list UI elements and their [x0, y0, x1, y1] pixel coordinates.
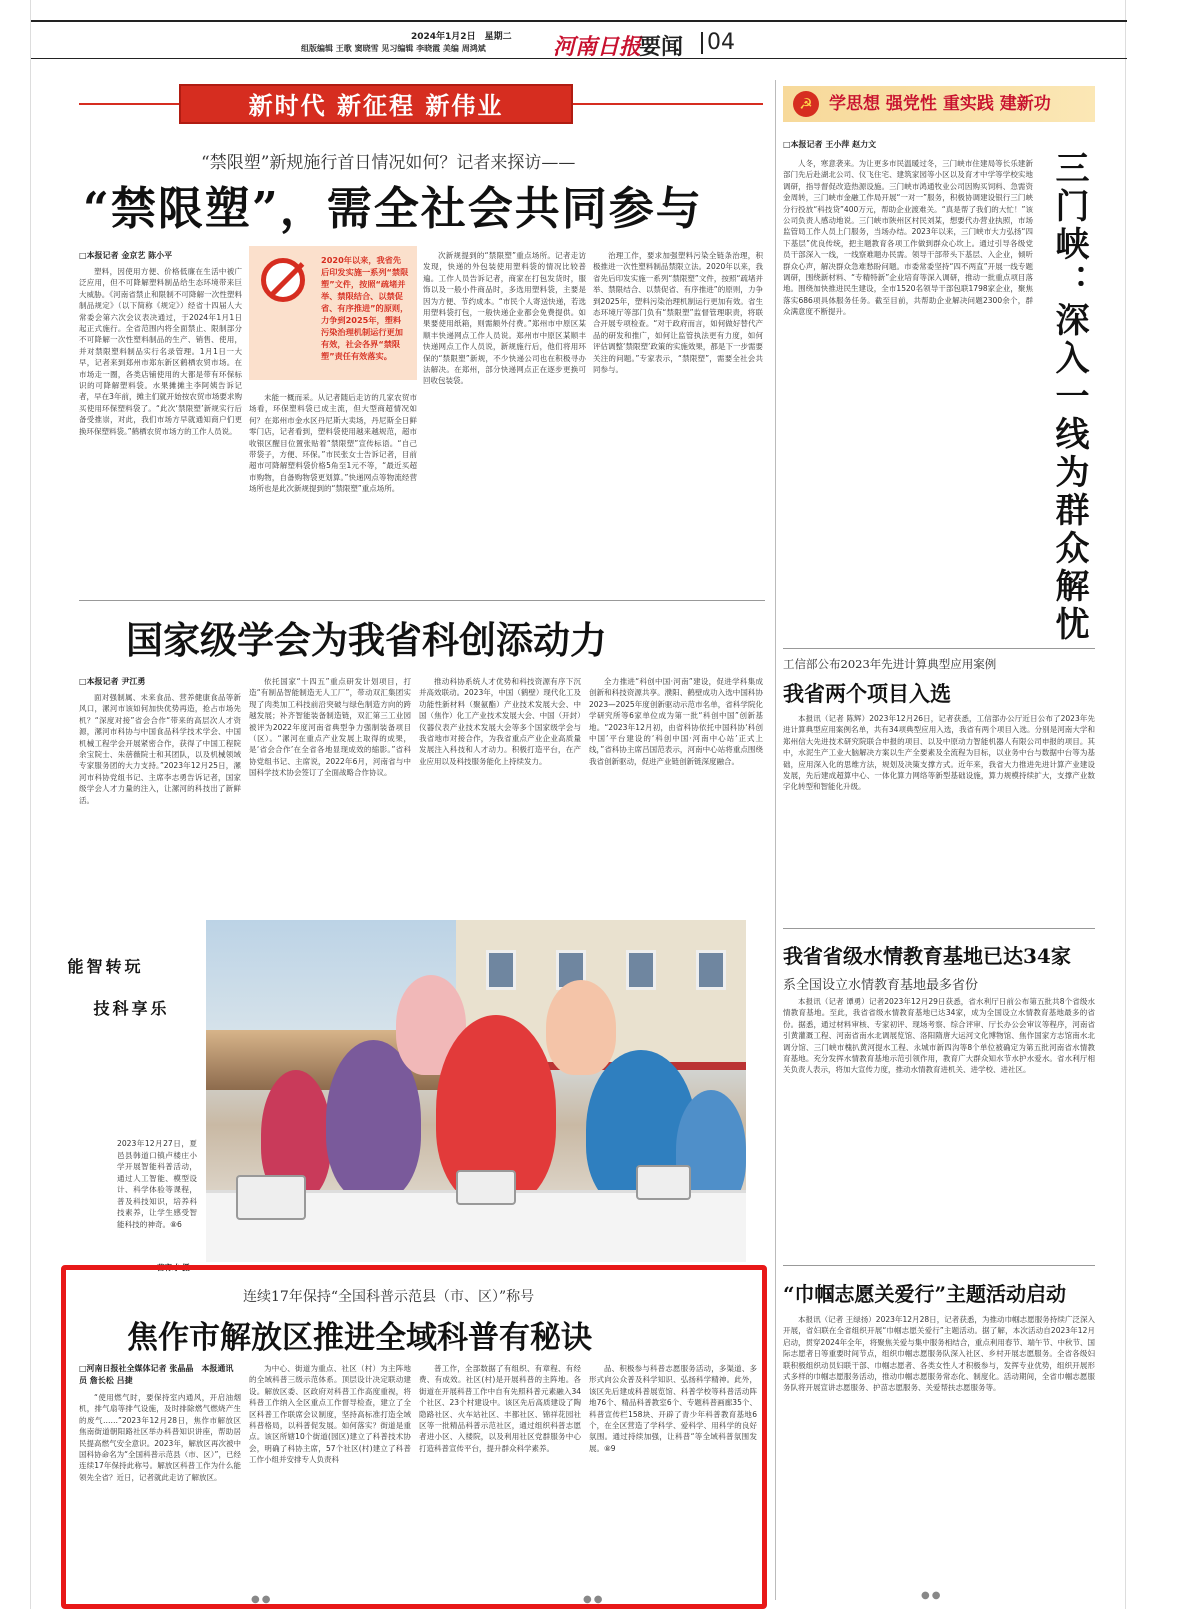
article2-byline: □本报记者 尹江勇: [79, 677, 146, 686]
callout-text: 2020年以来，我省先后印发实施一系列“禁限塑”文件，按照“疏堵并举、禁限结合、以禁促省、有序推进”的原则，力争到2025年，塑料污染治理机制运行更加有效，社会各界“禁限塑”责任有效落实。: [321, 255, 409, 361]
theme-banner: 新时代 新征程 新伟业: [179, 84, 573, 124]
right-bottom-headline: “巾帼志愿关爱行”主题活动启动: [783, 1282, 1067, 1306]
article1-col2: 未能一概而采。从记者随后走访的几家农贸市场看，环保塑料袋已成主流，但大型商超情况如何？在郑州市金水区丹尼斯大卖场，丹尼斯全日鲜零门店，记者看到，塑料袋使用越来越规范，超市收银区醒目位置张贴着“禁限塑”宣传标语。“自己带袋子，方便、环保。”市民张女士告诉记者，目前超市可降解塑料袋价格5角至1元不等，“最近买超市购物，自备购物袋更划算。”快递网点等物流经营场所也是此次新规提到的“禁限塑”重点场所。: [249, 393, 417, 494]
editors-line: 组版编辑 王歌 窦晓雪 见习编辑 李晓霞 美编 周鸿斌: [301, 44, 486, 53]
right-rule-2: [783, 928, 1095, 929]
policy-callout: [249, 246, 417, 380]
article1-bottom-rule: [79, 600, 765, 601]
article2-headline: 国家级学会为我省科创添动力: [126, 618, 607, 662]
paper-logo: 河南日报: [553, 34, 642, 60]
article1-kicker: “禁限塑”新规施行首日情况如何？记者来探访——: [201, 153, 576, 173]
right-rule-1: [783, 648, 1095, 649]
students-robotics-photo: [206, 920, 746, 1262]
article3-headline: 焦作市解放区推进全域科普有秘诀: [127, 1320, 592, 1356]
banner-rule-left: [79, 103, 179, 105]
right-mid-kicker: 工信部公布2023年先进计算典型应用案例: [783, 657, 997, 671]
photo-robot: [456, 1170, 516, 1205]
photo-credit: 苗育才 摄: [157, 1263, 190, 1272]
party-emblem-icon: ☭: [793, 91, 819, 117]
article3-col1: “使用燃气时，要保持室内通风，开启油烟机，排气扇等排气设施，及时排除燃气燃烧产生的废气……”2023年12月28日，焦作市解放区焦南街道朝阳路社区举办科普知识讲座，帮助居民提高燃气安全意识。2023年，解放区再次被中国科协命名为“全国科普示范县（市、区）”，已经连续17年保持此称号。解放区科普工作为什么能领先全省？近日，记者就此走访了解放区。: [79, 1393, 241, 1482]
page-dots-left: ●●: [251, 1594, 273, 1605]
section-divider: [701, 32, 703, 54]
banner-rule-right: [573, 103, 763, 105]
right-top-vertical-headline: 三门峡：深入一线为群众解忧: [1049, 150, 1089, 644]
right-top-body: 人冬，寒意袭来。为让更多市民温暖过冬，三门峡市住建局等长乐建新部门先后赴湖北公司、仪飞住宅、建筑家园等小区以及育才中学等学校实地调研，指导督促改造热源设施。三门峡市鸿通牧业公司因购买饲料、急需资金周转，三门峡市金融工作局开展“一对一”服务，积极协调建设银行三门峡分行投放“科技贷”400万元，帮助企业渡难关。“真是帮了我们的大忙！”该公司负责人感动地说。三门峡市陕州区村民刘某，想要代办营业执照，市场监管局工作人员上门服务，当场办结。2023年以来，三门峡市大力弘扬“四下基层”优良传统，把主题教育各项工作做到群众心坎上。通过引导各级党员干部深入一线，一线察难题办民需。领导干部带头下基层、入企业，倾听群众心声，解决群众急难愁盼问题。市委常委坚持“四不两直”开展一线专题调研，围绕新材料、“专精特新”企业培育等深入调研，推动一批重点项目落地。围绕加快推进民生建设，全市1520名领导干部包联1798家企业，聚焦落实686项具体服务任务。截至目前，共帮助企业解决问题2300余个，群众满意度不断提升。: [783, 159, 1033, 317]
right-water-headline: 我省省级水情教育基地已达34家: [783, 944, 1071, 968]
article1-col1: 塑料，因使用方便、价格低廉在生活中被广泛应用，但不可降解塑料制品给生态环境带来巨大威胁。《河南省禁止和限制不可降解一次性塑料制品规定》（以下简称《规定》）经省十四届人大常委会第六次会议表决通过，于2024年1月1日起正式施行。全省范围内将全面禁止、限制部分不可降解一次性塑料制品的生产、销售、使用，并对禁限塑料制品实行名录管理。1月1日一大早，记者来到郑州市郑东新区鹤栖农贸市场。在市场走一圈，各类店铺使用的大都是带有环保标识的可降解塑料袋。水果摊摊主李阿姨告诉记者，早在3年前，摊主们就开始按农贸市场要求购买使用环保塑料袋了。“此次‘禁限塑’新规实行后备受推崇，对此，我们市场方早就通知商户们更换环保塑料袋。”鹤栖农贸市场方的工作人员说。: [79, 267, 242, 436]
photo-caption: 2023年12月27日，夏邑县韩道口镇卢楼庄小学开展智能科普活动，通过人工智能、模型设计、科学体验等课程，普及科技知识，培养科技素养，让学生感受智能科技的神奇。⑧6: [117, 1139, 197, 1229]
photo-robot: [636, 1165, 691, 1200]
article1-col4: 治理工作，要求加强塑料污染全链条治理，积极推进一次性塑料制品禁限立法。2020年以来，我省先后印发实施一系列“禁限塑”文件，按照“疏堵并举、禁限结合、以禁促省、有序推进”的原则，力争到2025年，塑料污染治理机制运行更加有效。省生态环境厅等部门负有“禁限塑”监督管理职责，将联合开展专项检查。“对于政府而言，如何做好替代产品的研发和推广，如何让监管执法更有力度，如何评估调整‘禁限塑’政策的实施效果，都是下一步需要关注的问题。”专家表示，“禁限塑”，需要全社会共同参与。: [593, 251, 763, 375]
article2-col3: 推动科协系统人才优势和科技资源有序下沉并高效联动。2023年，中国（鹤壁）现代化工及功能性新材料（聚氨酯）产业技术发展大会、中国（焦作）化工产业技术发展大会、中国（开封）仪器仪表产业技术发展大会等多个国家级学会与我省地市对接合作，为我省重点产业企业高质量发展注入科技和人才动力。积极打造平台，在产业应用以及科技服务能化上持续发力。: [419, 677, 581, 766]
right-water-subhead: 系全国设立水情教育基地最多省份: [783, 978, 979, 993]
article3-byline: □河南日报社全媒体记者 张晶晶 本报通讯员 詹长松 吕捷: [79, 1364, 234, 1385]
right-rule-3: [783, 1265, 1095, 1266]
article1-headline: “禁限塑”，需全社会共同参与: [83, 182, 703, 235]
article3-kicker: 连续17年保持“全国科普示范县（市、区）”称号: [243, 1289, 535, 1305]
column-banner: [783, 86, 1095, 122]
header-rule: [31, 58, 1127, 59]
right-mid-body: 本报讯（记者 陈辉）2023年12月26日，记者获悉，工信部办公厅近日公布了2023年先进计算典型应用案例名单，共有34项典型应用入选，我省有两个项目入选。分别是河南大学和郑州信大先进技术研究院联合申报的项目、以及中原动力智能机器人有限公司申报的项目。其中，水泥生产工业大脑解决方案以生产全要素及全流程为目标，以业务中台与数据中台等为基础，应用深入化的思维方法，规划及决策支撑方式。近年来，我省大力推进先进计算产业建设发展，先后建成超算中心、一体化算力网络等新型基础设施，算力规模持续扩大，支撑产业数字化转型和智能化升级。: [783, 714, 1095, 792]
photo-robot: [236, 1175, 306, 1220]
newspaper-page: [30, 0, 1126, 1609]
highlight-box: [61, 1265, 767, 1609]
article3-col4: 品、积极参与科普志愿服务活动，多渠道、多形式向公众普及科学知识、弘扬科学精神。此外，该区先后建成科普展览馆、科普学校等科普活动阵地76个、精品科普教室6个、专题科普画廊35个、科普宣传栏158块、开辟了青少年科普教育基地6个，在全区营造了学科学、爱科学、用科学的良好氛围。通过持续加强，让科普“等全域科普氛围发展。⑧9: [589, 1364, 757, 1453]
right-top-byline: □本报记者 王小萍 赵力文: [783, 140, 877, 149]
page-dots-mid: ●●: [583, 1594, 605, 1605]
no-plastic-icon: [261, 258, 305, 302]
photo-title-line1: 玩转智能: [65, 958, 141, 974]
page-dots: ●●: [921, 1590, 943, 1601]
masthead: [31, 0, 1127, 60]
page-number: 04: [707, 30, 735, 55]
photo-title-line2: 乐享科技: [91, 1000, 167, 1016]
top-rule: [31, 20, 1127, 22]
column-banner-label: 学思想 强党性 重实践 建新功: [829, 94, 1051, 114]
article1-byline: □本报记者 金京艺 陈小平: [79, 251, 173, 260]
article1-col3: 次新规提到的“禁限塑”重点场所。记者走访发现，快递的外包装使用塑料袋的情况比较普遍。工作人员告诉记者，商家在打包发货时，服饰以及一般小件商品时，多选用塑料袋，主要是因为方便、节约成本。“市民个人寄送快递，若选用塑料袋打包，一般快递企业都会免费提供。如果要使用纸箱，则需额外付费。”郑州市中原区某顺丰快递网点工作人员说。郑州市中原区某顺丰快递网点工作人员说，新规施行后，他们将用环保的“禁限塑”新规，不少快递公司也在积极寻办法解决。在郑州，部分快递网点正在逐步更换可回收包装袋。: [423, 251, 586, 386]
article3-col3: 普工作，全部数据了有组织、有章程、有经费、有成效。社区(村)是开展科普的主阵地。各街道在开展科普工作中自有先照科普元素融入34个社区、23个村建设中。该区先后高质建设了陶隐路社区、火车站社区、丰都社区、锦祥花园社区等一批精品科普示范社区，通过组织科普志愿者进小区、入楼院，以及利用社区党群服务中心打造科普宣传平台，提升群众科学素养。: [419, 1364, 581, 1453]
right-bottom-body: 本报讯（记者 王绿扬）2023年12月28日，记者获悉，为推动巾帼志愿服务持续广泛深入开展，省妇联在全省组织开展“巾帼志愿关爱行”主题活动。据了解，本次活动自2023年12月启动，贯穿2024年全年，将聚焦关爱与集中服务相结合，重点利用春节、端午节、中秋节、国际志愿者日等重要时间节点，组织巾帼志愿服务队深入社区、乡村开展志愿服务。全省各级妇联积极组织动员妇联干部、巾帼志愿者、各类女性人才积极参与，发挥专业优势，组织开展形式多样的巾帼志愿服务活动，推动巾帼志愿服务常态化、制度化。活动期间，全省巾帼志愿服务队将开展宣讲志愿服务、护苗志愿服务、关爱帮扶志愿服务等。: [783, 1315, 1095, 1393]
issue-date: 2024年1月2日 星期二: [411, 32, 512, 42]
article2-col4: 全力推进“科创中国·河南”建设，促进学科集成创新和科技资源共享。濮阳、鹤壁成功入选中国科协2023—2025年度创新驱动示范市名单，省科学院化学研究所等6家单位成为第一批“科创中国”创新基地。“2023年12月初，由省科协依托中国科协‘科创中国’平台建设的‘科创中国·河南中心站’正式上线，”省科协主席吕国范表示，河南中心站将重点围绕我省创新驱动，促进产业链创新链深度融合。: [589, 677, 763, 766]
article2-col1: 面对强制属、未来食品、营养健康食品等新风口，漯河市该如何加快优势再造，抢占市场先机？“深度对接”省会合作“带来的高层次人才资源，漯河市科协与中国食品科学技术学会、中国机械工程学会开展紧密合作，获得了中国工程院余宝院士、朱蓓薇院士和其团队，以及机械领域专家服务团的大力支持。”2023年12月25日，漯河市科协党组书记、主席李志勇告诉记者，国家级学会人才力量的注入，让漯河的科技出了新鲜活。: [79, 693, 241, 805]
photo-student: [546, 980, 616, 1075]
right-mid-headline: 我省两个项目入选: [783, 681, 951, 706]
right-column-rule: [775, 80, 776, 1600]
article2-col2: 依托国家“十四五”重点研发计划项目，打造“有制品智能制造无人工厂”，带动双汇集团实现了肉类加工科技前沿突破与绿色制造方向的跨越发展；补齐智能装备制造链，双汇第三工业园被评为2022年度河南省典型争力强制装备项目（区）。“漯河在重点产业发展上取得的成果，是‘省会合作’在全省各地显现成效的缩影。”省科协党组书记、主席说，2022年6月，河南省与中国科学技术协会签订了全面战略合作协议。: [249, 677, 411, 778]
section-name: 要闻: [639, 35, 684, 60]
right-water-body: 本报讯（记者 谭勇）记者2023年12月29日获悉，省水利厅日前公布第五批共8个省级水情教育基地。至此，我省省级水情教育基地已达34家，成为全国设立水情教育基地最多的省份。据悉，通过材料审核、专家初评、现场考察、综合评审、厅长办公会审议等程序，河南省引黄灌溉工程、河南省南水北调展览馆、洛阳隋唐大运河文化博物馆、焦作国家方志馆南水北调分馆、三门峡市槐扒黄河提水工程、永城市新四沟等8个单位被确定为第五批河南省水情教育基地。充分发挥水情教育基地示范引领作用，教育广大群众知水节水护水爱水。省水利厅相关负责人表示，将加大宣传力度，推动水情教育进机关、进学校、进社区。: [783, 997, 1095, 1075]
article3-col2: 为中心、街道为重点、社区（村）为主阵地的全域科普三级示范体系。顶层设计决定联动建设。解放区委、区政府对科普工作高度重视，将科普工作纳入全区重点工作督导检查，建立了全区科普工作联席会议制度，坚持高标准打造全域科普格局，以科普促发展。如何落实？街道是重点。该区所辖10个街道(园区)建立了科普技术协会，明确了科协主席，57个社区(村)建立了科普工作小组并安排专人负责科: [249, 1364, 411, 1465]
